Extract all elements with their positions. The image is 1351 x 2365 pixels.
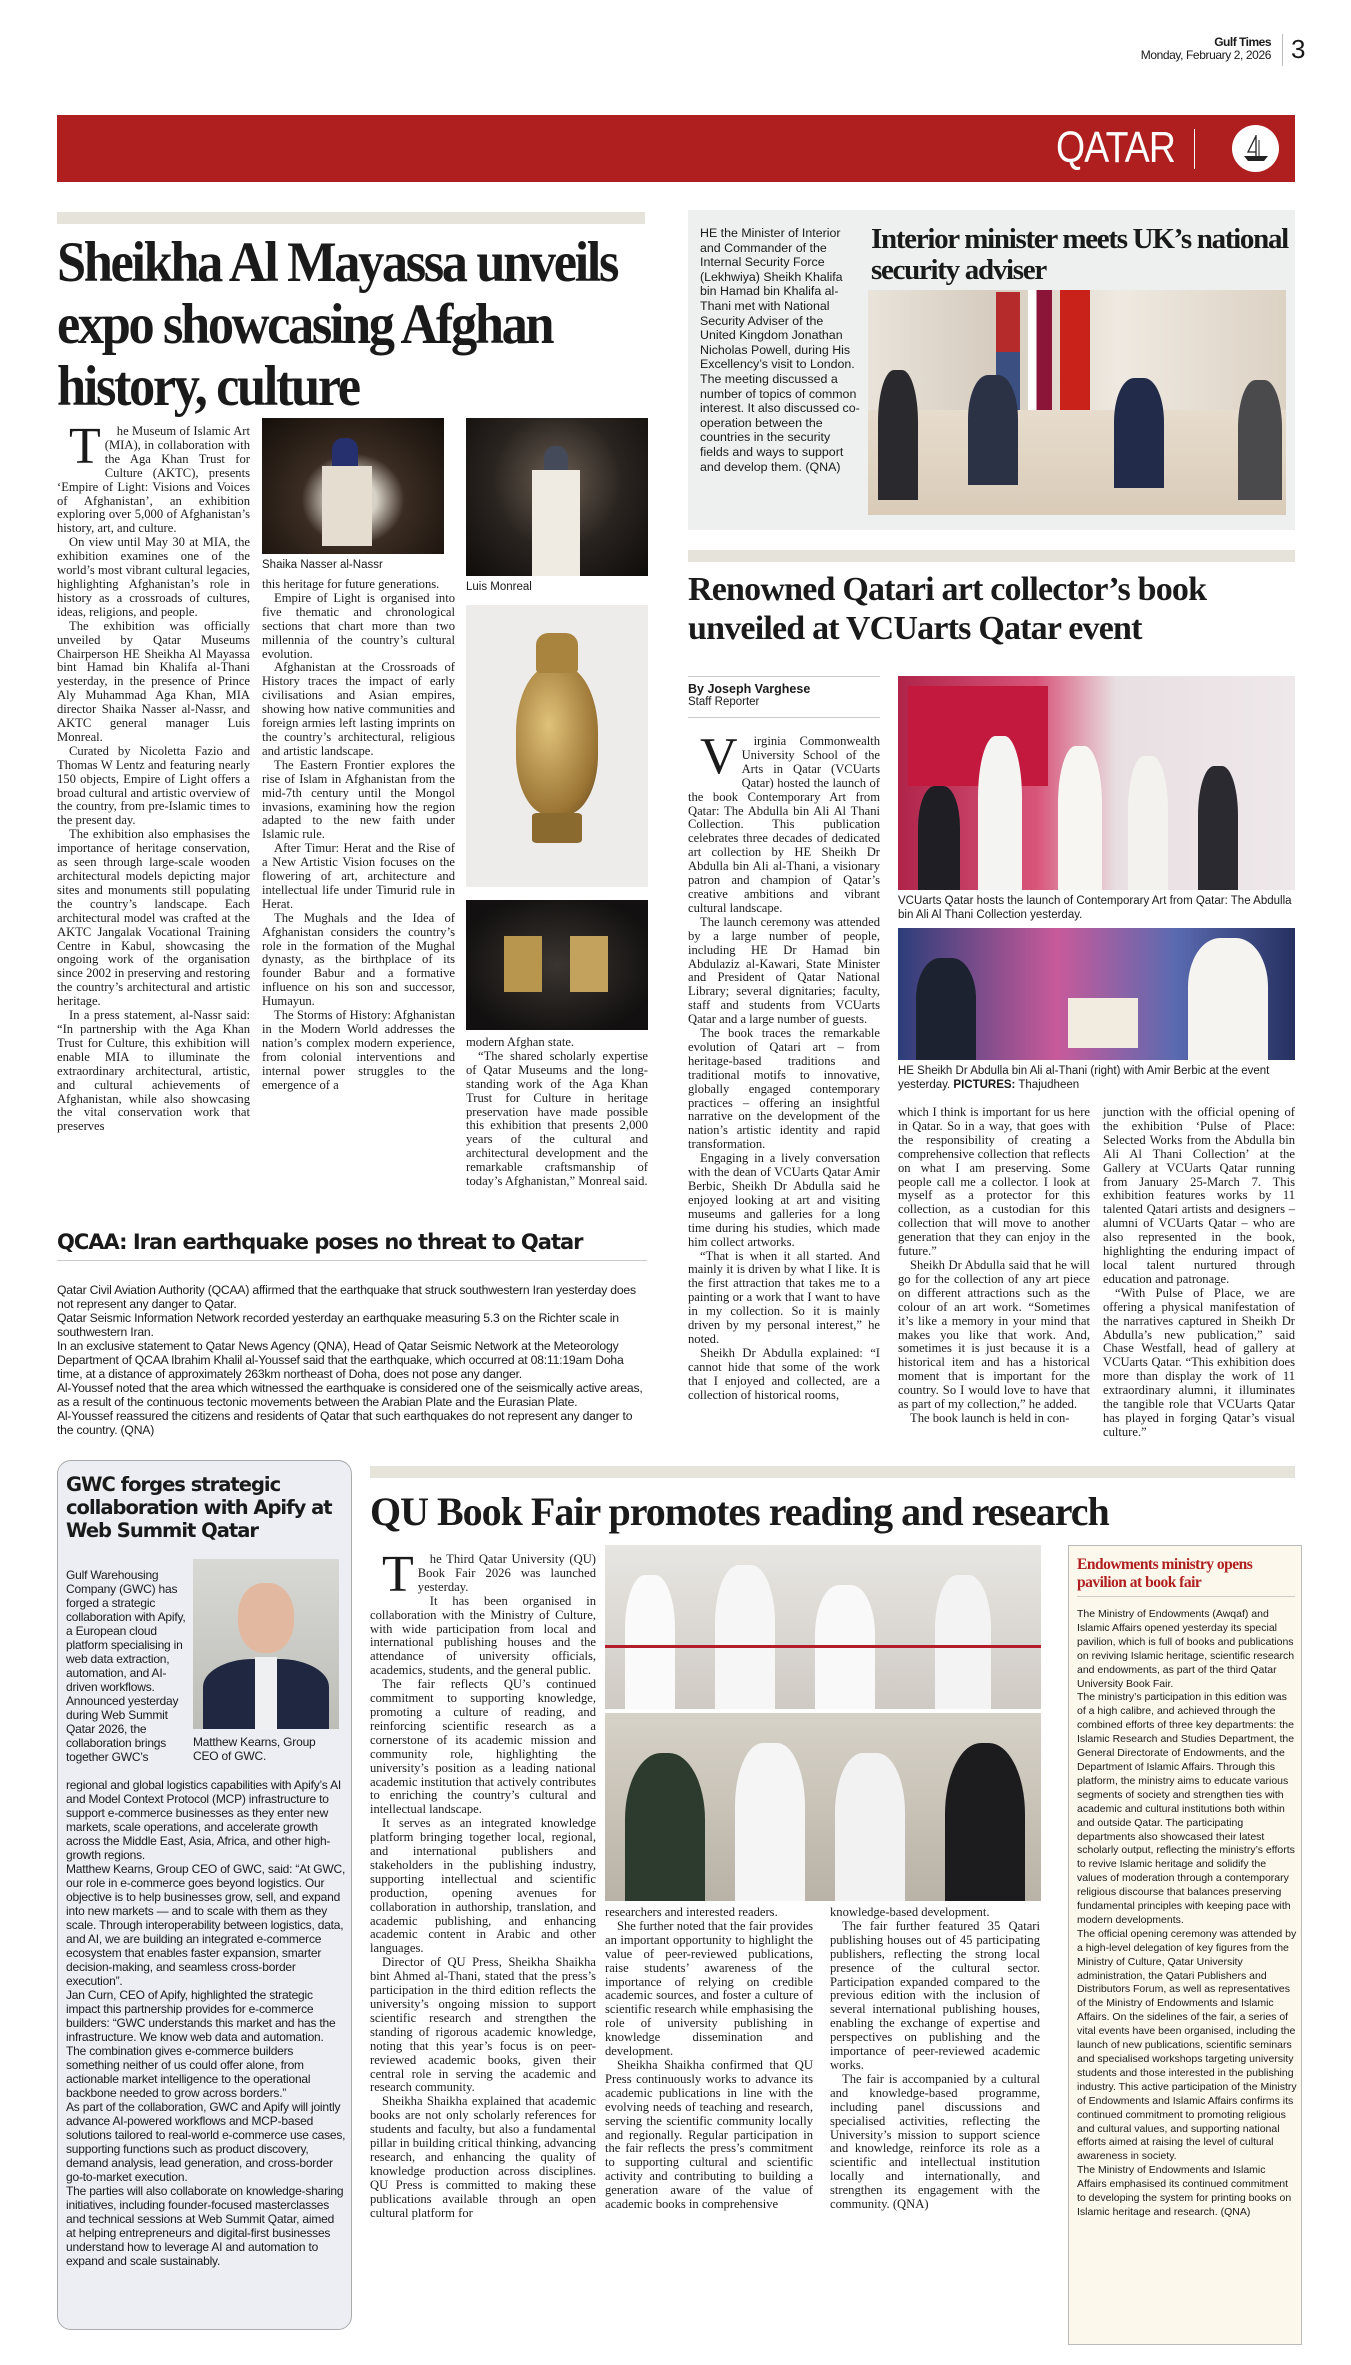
credit-label: PICTURES: — [953, 1079, 1016, 1091]
gwc-box — [57, 1460, 352, 2330]
ewer-foot — [532, 813, 582, 843]
paragraph: Sheikh Dr Abdulla said that he will go for the collection of any art piece on different attractions such as the colour of an art work. “Sometimes it’s like a memory in your mind that makes you like that work. And, sometimes it is just because it is a historical item and has a historical moment that is important for the country. So I would love to have that as part of my collection,” he added. — [898, 1257, 1090, 1412]
photo-ribbon-cutting — [605, 1545, 1041, 1709]
interior-headline: Interior minister meets UK’s national security adviser — [871, 223, 1288, 286]
paragraph: It has been organised in collaboration with the Ministry of Culture, with wide participation from local and international publishing houses and the attendance of university officials, academics, students, and the general public. — [370, 1593, 596, 1678]
section-title: QATAR — [1055, 123, 1175, 172]
qu-column-3 — [830, 1906, 1040, 2212]
manuscript — [504, 936, 542, 992]
person — [1238, 380, 1282, 500]
speaker-figure — [332, 438, 358, 468]
paragraph: In an exclusive statement to Qatar News Agency (QNA), Head of Qatar Seismic Network at the Meteorology Department of QCAA Ibrahim Khalil al-Youssef said that the earthquake, which occurred at 08:11:19am Doha time, at a distance of approximately 263km northeast of Doha, does not pose any danger. — [57, 1339, 624, 1381]
credit-name: Thajudheen — [1018, 1079, 1080, 1091]
photo-book-launch — [898, 676, 1295, 890]
vcu-column-2 — [898, 1106, 1090, 1426]
paragraph: The launch ceremony was attended by a large number of people, including HE Dr Hamad bin Abdulaziz al-Kawari, State Minister and President of Qatar National Library; several dignitaries; faculty, staff and students from VCUarts Qatar and a large number of guests. — [688, 914, 880, 1027]
open-book — [1068, 998, 1138, 1048]
byline-role: Staff Reporter — [688, 696, 760, 708]
interior-minister-box — [688, 210, 1295, 530]
photo-luis-monreal — [466, 418, 648, 576]
manuscript — [570, 936, 608, 992]
paragraph: The Ministry of Endowments (Awqaf) and Islamic Affairs opened yesterday its special pavilion, which is full of books and publications on reviving Islamic heritage, scientific research and endowments, as part of the third Qatar University Book Fair. — [1077, 1608, 1295, 1690]
gwc-intro: Gulf Warehousing Company (GWC) has forged a strategic collaboration with Apify, a European cloud platform specialising in web data extraction, automation, and AI-driven workflows. Announced yesterday during Web Summit Qatar 2026, the collaboration brings together GWC’s — [66, 1568, 186, 1764]
paragraph: The Museum of Islamic Art (MIA), in collaboration with the Aga Khan Trust for Culture (AKTC), presents ‘Empire of Light: Visions and Voices of Afghanistan’, an exhibition exploring over 5,000 of Afghanistan’s history, art, and culture. — [57, 418, 250, 536]
paragraph: The Mughals and the Idea of Afghanistan considers the country’s role in the formation of the Mughal dynasty, as the birthplace of its founder Babur and a formative influence on his son and successor, Humayun. — [262, 910, 455, 1009]
paragraph: The Eastern Frontier explores the rise of Islam in Afghanistan from the mid-7th century until the Mongol invasions, examining how the region adapted to the new faith under Islamic rule. — [262, 757, 455, 842]
shirt — [255, 1657, 277, 1729]
banner — [908, 686, 1048, 786]
paragraph: The ministry’s participation in this edition was of a high calibre, and achieved through the combined efforts of three key departments: the Islamic Research and Studies Department, the General Directorate of Endowments, and the Department of Islamic Affairs. Through this platform, the ministry aims to educate various segments of society and strengthen ties with academic and cultural institutions both within and outside Qatar. The participating departments also showcased their latest scholarly output, reflecting the ministry’s efforts to revive Islamic heritage and solidify the values of moderation through a contemporary religious discourse that balances preserving fundamental principles with keeping pace with modern developments. — [1077, 1691, 1295, 1926]
paragraph: On view until May 30 at MIA, the exhibition examines one of the world’s most vibrant cultural legacies, highlighting Afghanistan’s role in history as a crossroads of cultures, ideas, religions, and people. — [57, 535, 250, 619]
paragraph: The Third Qatar University (QU) Book Fair 2026 was launched yesterday. — [382, 1546, 596, 1603]
ribbon — [605, 1645, 1041, 1648]
person — [945, 1743, 1025, 1901]
person — [1128, 756, 1168, 890]
publication-date: Monday, February 2, 2026 — [1140, 48, 1271, 62]
paragraph: Sheikha Shaikha explained that academic books are not only scholarly references for students and faculty, but also a fundamental pillar in building critical thinking, advancing research, and enhancing the quality of knowledge production across disciplines. QU Press is committed to making these publications available through an open cultural platform for — [370, 2094, 596, 2220]
person — [1188, 938, 1268, 1060]
photo-ewer — [466, 605, 648, 887]
person — [835, 1753, 905, 1901]
paragraph: Curated by Nicoletta Fazio and Thomas W Lentz and featuring nearly 150 objects, Empire of Light offers a broad cultural and artistic overview of the country, from pre-Islamic times to the present day. — [57, 743, 250, 828]
byline — [688, 676, 880, 718]
vcu-column-3 — [1103, 1106, 1295, 1440]
paragraph: The Storms of History: Afghanistan in the Modern World addresses the nation’s complex modern experience, from colonial interventions and internal power struggles to the emergence of a — [262, 1008, 455, 1092]
paragraph: Virginia Commonwealth University School of the Arts in Qatar (VCUarts Qatar) hosted the launch of the book Contemporary Art from Qatar: The Abdulla bin Ali Al Thani Collection. This publication celebrates three decades of dedicated art collection by HE Sheikh Dr Abdulla bin Ali al-Thani, a visionary patron and champion of Qatar’s creative ambitions and vibrant cultural landscape. — [688, 728, 880, 915]
divider — [1194, 129, 1195, 169]
section-band — [57, 115, 1295, 182]
lead-headline: Sheikha Al Mayassa unveils expo showcasing Afghan history, culture — [57, 231, 617, 418]
masthead-publication — [1141, 36, 1271, 62]
paragraph: regional and global logistics capabilities with Apify’s AI and Model Context Protocol (MCP) infrastructure to support e-commerce businesses as they enter new markets, scale operations, and accelerate growth across the Middle East, Asia, Africa, and other high-growth regions. — [66, 1778, 342, 1862]
ewer-neck — [536, 633, 578, 673]
podium — [322, 466, 372, 546]
page-number: 3 — [1282, 34, 1305, 66]
photo-matthew-kearns — [193, 1559, 339, 1729]
paragraph: Qatar Civil Aviation Authority (QCAA) affirmed that the earthquake that struck southwestern Iran yesterday does not represent any danger to Qatar. — [57, 1283, 636, 1311]
qcaa-headline: QCAA: Iran earthquake poses no threat to Qatar — [57, 1230, 647, 1261]
person — [935, 1575, 991, 1709]
paragraph: which I think is important for us here in Qatar. So in a way, that goes with the responsibility of creating a comprehensive collection that reflects on what I am preserving. Some people call me a collector. I look at myself as a protector for this collection, as a custodian for this collection that will move to another generation that they can enjoy in the future.” — [898, 1105, 1090, 1259]
paragraph: Sheikh Dr Abdulla explained: “I cannot hide that some of the work that I enjoyed and collected, are a collection of historical rooms, — [688, 1345, 880, 1402]
photo-shaika-nasser — [262, 418, 444, 554]
paragraph: The official opening ceremony was attended by a high-level delegation of key figures from the Ministry of Culture, Qatar University administration, the Qatari Publishers and Distributors Forum, as well as representatives of the Ministry of Endowments and Islamic Affairs. On the sidelines of the fair, a series of vital events have been organised, including the launch of new publications, scientific seminars and specialised workshops targeting university students and those interested in the publishing industry. This active participation of the Ministry of Endowments and Islamic Affairs confirms its continued commitment to promoting religious and cultural values, and supporting national efforts aimed at raising the level of cultural awareness in society. — [1077, 1927, 1297, 2163]
person — [625, 1575, 675, 1709]
person — [878, 370, 918, 500]
caption-text: HE Sheikh Dr Abdulla bin Ali al-Thani (right) with Amir Berbic at the event yesterday. — [898, 1065, 1270, 1091]
paragraph: “That is when it all started. And mainly it is driven by what I like. It is the first attraction that takes me to a painting or a work that I want to have in my collection. So it is mainly driven by my personal interest,” he noted. — [688, 1248, 880, 1346]
paragraph: The book traces the remarkable evolution of Qatari art – from heritage-based traditions and traditional motifs to innovative, globally engaged contemporary practices – offering an insightful narrative on the development of the nation’s artistic identity and rapid transformation. — [688, 1026, 880, 1152]
vcu-column-1 — [688, 728, 880, 1403]
photo-caption — [898, 1064, 1295, 1092]
paragraph: After Timur: Herat and the Rise of a New Artistic Vision focuses on the flowering of art, architecture and intellectual life under Timurid rule in Herat. — [262, 841, 455, 911]
paragraph: Jan Curn, CEO of Apify, highlighted the strategic impact this partnership provides for e-commerce builders: “GWC understands this market and has the infrastructure. We know web data and automation. The combination gives e-commerce builders something neither of us could offer alone, from actionable market intelligence to the operational backbone needed to grow across borders.” — [66, 1988, 336, 2100]
person — [735, 1743, 805, 1901]
paragraph: In a press statement, al-Nassr said: “In partnership with the Aga Khan Trust for Culture, this exhibition will enable MIA to illuminate the extraordinary architectural, artistic, and cultural achievements of Afghanistan, while also showcasing the vital conservation work that preserves — [57, 1008, 250, 1134]
ewer-body — [516, 665, 598, 815]
paragraph: Director of QU Press, Sheikha Shaikha bint Ahmed al-Thani, stated that the press’s participation in the third edition reflects the university’s ongoing mission to support scientific research and strengthen the standing of rigorous academic knowledge, noting that this year’s focus is on peer-reviewed academic books, given their central role in serving the academic and research community. — [370, 1955, 596, 2095]
speaker-figure — [544, 446, 568, 472]
person — [1058, 746, 1102, 890]
paragraph: Al-Youssef noted that the area which witnessed the earthquake is considered one of the seismically active areas, as a result of the continuous tectonic movements between the Arabian Plate and the Eurasian Plate. — [57, 1381, 643, 1409]
paragraph: The exhibition was officially unveiled by Qatar Museums Chairperson HE Sheikha Al Mayassa bint Hamad bin Khalifa al-Thani yesterday, in the presence of Prince Aly Muhammad Aga Khan, MIA director Shaika Nasser al-Nassr, and AKTC general manager Luis Monreal. — [57, 618, 250, 744]
interior-caption: HE the Minister of Interior and Commander of the Internal Security Force (Lekhwiya) Sheikh Khalifa bin Hamad bin Khalifa al-Thani met with National Security Adviser of the United Kingdom Jonathan Nicholas Powell, during His Excellency’s visit to London. The meeting discussed a number of topics of common interest. It also discussed co-operation between the countries in the security fields and ways to support and develop them. (QNA) — [700, 226, 860, 474]
paragraph: “With Pulse of Place, we are offering a physical manifestation of the narratives captured in Sheikh Dr Abdulla’s new publication,” said Chase Westfall, head of gallery at VCUarts Qatar. “This exhibition does more than display the work of 11 extraordinary alumni, it illuminates the tangible role that VCUarts Qatar has played in forging Qatar’s visual culture.” — [1103, 1285, 1295, 1439]
paragraph: The parties will also collaborate on knowledge-sharing initiatives, including founder-focused masterclasses and technical sessions at Web Summit Qatar, aimed at helping entrepreneurs and digital-first businesses understand how to leverage AI and automation to expand and scale sustainably. — [66, 2184, 344, 2268]
paragraph: knowledge-based development. — [830, 1905, 990, 1919]
paragraph: Empire of Light is organised into five thematic and chronological sections that chart more than two millennia of the country’s cultural evolution. — [262, 590, 455, 661]
section-divider — [688, 550, 1295, 562]
person — [1198, 766, 1238, 890]
lead-column-3 — [466, 1036, 648, 1189]
person — [715, 1565, 775, 1709]
gwc-body — [66, 1778, 346, 2268]
section-divider — [57, 212, 645, 224]
floor — [868, 410, 1286, 515]
paragraph: modern Afghan state. — [466, 1035, 575, 1049]
person — [625, 1753, 705, 1901]
paragraph: The fair reflects QU’s continued commitment to supporting knowledge, promoting a culture of reading, and reinforcing scientific research as a cornerstone of its academic mission and community role, highlighting the university’s position as a leading national academic institution that actively contributes to enriching the country’s cultural and intellectual landscape. — [370, 1677, 596, 1817]
paragraph: Al-Youssef reassured the citizens and residents of Qatar that such earthquakes do not represent any danger to the country. (QNA) — [57, 1409, 633, 1437]
qcaa-body — [57, 1283, 647, 1437]
paragraph: Sheikha Shaikha confirmed that QU Press continuously works to advance its academic publications in line with the evolving needs of teaching and research, serving the scientific community locally and regionally. Regular participation in the fair reflects the press’s commitment to supporting cultural and scientific activity and contributing to building a generation aware of the value of academic books in comprehensive — [605, 2057, 813, 2212]
paragraph: As part of the collaboration, GWC and Apify will jointly advance AI-powered workflows and MCP-based solutions tailored to real-world e-commerce use cases, supporting functions such as product discovery, demand analysis, lead generation, and cross-border go-to-market execution. — [66, 2100, 346, 2184]
paragraph: Engaging in a lively conversation with the dean of VCUarts Qatar Amir Berbic, Sheikh Dr Abdulla said he enjoyed looking at art and visiting museums and galleries for a long time during his studies, which made him collect artworks. — [688, 1151, 880, 1249]
person — [916, 958, 976, 1060]
qu-headline: QU Book Fair promotes reading and research — [370, 1489, 1109, 1534]
section-divider — [370, 1466, 1295, 1478]
paragraph: this heritage for future generations. — [262, 577, 440, 591]
paragraph: The fair further featured 35 Qatari publishing houses out of 45 participating publishers, reflecting the strong local presence of the cultural sector. Participation expanded compared to the previous edition with the inclusion of several international publishing houses, enabling the exchange of expertise and perspectives on publishing and the importance of peer-reviewed academic works. — [830, 1918, 1040, 2072]
publication-name: Gulf Times — [1214, 35, 1271, 49]
paragraph: Qatar Seismic Information Network recorded yesterday an earthquake measuring 5.3 on the Richter scale in southwestern Iran. — [57, 1311, 619, 1339]
person — [968, 375, 1018, 485]
qu-column-1 — [370, 1546, 596, 2221]
person — [1114, 378, 1164, 488]
paragraph: researchers and interested readers. — [605, 1905, 778, 1919]
photo-caption: Luis Monreal — [466, 581, 532, 593]
photo-manuscripts — [466, 900, 648, 1030]
podium — [532, 470, 580, 576]
qu-column-2 — [605, 1906, 813, 2212]
byline-author: By Joseph Varghese — [688, 682, 811, 696]
paragraph: Matthew Kearns, Group CEO of GWC, said: “At GWC, our role in e-commerce goes beyond logistics. Our objective is to help businesses grow, sell, and expand into new markets — and to scale with them as they scale. Through interoperability between logistics, data, and AI, we are building an integrated e-commerce ecosystem that enables faster expansion, smarter decision-making, and seamless cross-border execution”. — [66, 1862, 346, 1988]
endowments-headline: Endowments ministry opens pavilion at book fair — [1077, 1556, 1295, 1597]
paragraph: “The shared scholarly expertise of Qatar Museums and the long-standing work of the Aga Khan Trust for Culture in heritage preservation have made possible this exhibition that presents 2,000 years of the cultural and architectural development and the remarkable craftsmanship of today’s Afghanistan,” Monreal said. — [466, 1048, 648, 1189]
photo-conversation — [898, 928, 1295, 1060]
lead-column-1 — [57, 418, 250, 1134]
photo-caption: Shaika Nasser al-Nassr — [262, 559, 383, 571]
photo-interior-meeting — [868, 290, 1286, 515]
paragraph: It serves as an integrated knowledge platform bringing together local, regional, and international publishers and stakeholders in the publishing industry, supporting intellectual and scientific production, opening avenues for collaboration in authorship, translation, and academic publishing, and enhancing academic content in Arabic and other languages. — [370, 1816, 596, 1956]
paragraph: The exhibition also emphasises the importance of heritage conservation, as seen through large-scale wooden architectural models depicting major sites and monuments still populating the country’s landscape. Each architectural model was crafted at the AKTC Jangalak Vocational Training Centre in Kabul, showcasing the ongoing work of the organisation since 2002 in preserving and restoring the country’s architectural and artistic heritage. — [57, 827, 250, 1009]
paragraph: The fair is accompanied by a cultural and knowledge-based programme, including panel discussions and specialised activities, reflecting the University’s mission to support science and knowledge, reinforce its role as a scientific and intellectual institution locally and internationally, and strengthen its engagement with the community. (QNA) — [830, 2071, 1040, 2212]
photo-pavilion-visit — [605, 1713, 1041, 1901]
face — [238, 1583, 294, 1653]
paragraph: The book launch is held in con- — [910, 1410, 1070, 1425]
gwc-headline: GWC forges strategic collaboration with Apify at Web Summit Qatar — [66, 1473, 332, 1542]
vcu-headline: Renowned Qatari art collector’s book unveiled at VCUarts Qatar event — [688, 571, 1207, 647]
paragraph: She further noted that the fair provides an important opportunity to highlight the value of peer-reviewed publications, raise students’ awareness of the importance of relying on credible academic sources, and foster a culture of scientific research while emphasising the role of university publishing in knowledge dissemination and development. — [605, 1918, 813, 2059]
photo-caption: VCUarts Qatar hosts the launch of Contemporary Art from Qatar: The Abdulla bin Ali Al Thani Collection yesterday. — [898, 895, 1292, 921]
person — [978, 736, 1022, 890]
paragraph: junction with the official opening of the exhibition ‘Pulse of Place: Selected Works from the Abdulla bin Ali Al Thani Collection’ at the Gallery at VCUarts Qatar running from January 25-March 7. This exhibition features works by 11 talented Qatari artists and designers – alumni of VCUarts Qatar – who are also represented in the book, highlighting the enduring impact of local talent nurtured through education and patronage. — [1103, 1105, 1295, 1286]
dhow-logo-icon — [1232, 125, 1279, 172]
paragraph: Afghanistan at the Crossroads of History traces the impact of early civilisations and Asian empires, showing how native communities and foreign armies left lasting imprints on the country’s architectural, religious and artistic landscape. — [262, 660, 455, 758]
lead-column-2 — [262, 578, 455, 1093]
endowments-box — [1068, 1545, 1302, 2345]
paragraph: The Ministry of Endowments and Islamic Affairs emphasised its continued commitment to developing the system for printing books on Islamic heritage and research. (QNA) — [1077, 2164, 1292, 2218]
endowments-body — [1077, 1608, 1297, 2220]
person — [918, 786, 960, 890]
photo-caption: Matthew Kearns, Group CEO of GWC. — [193, 1735, 316, 1763]
